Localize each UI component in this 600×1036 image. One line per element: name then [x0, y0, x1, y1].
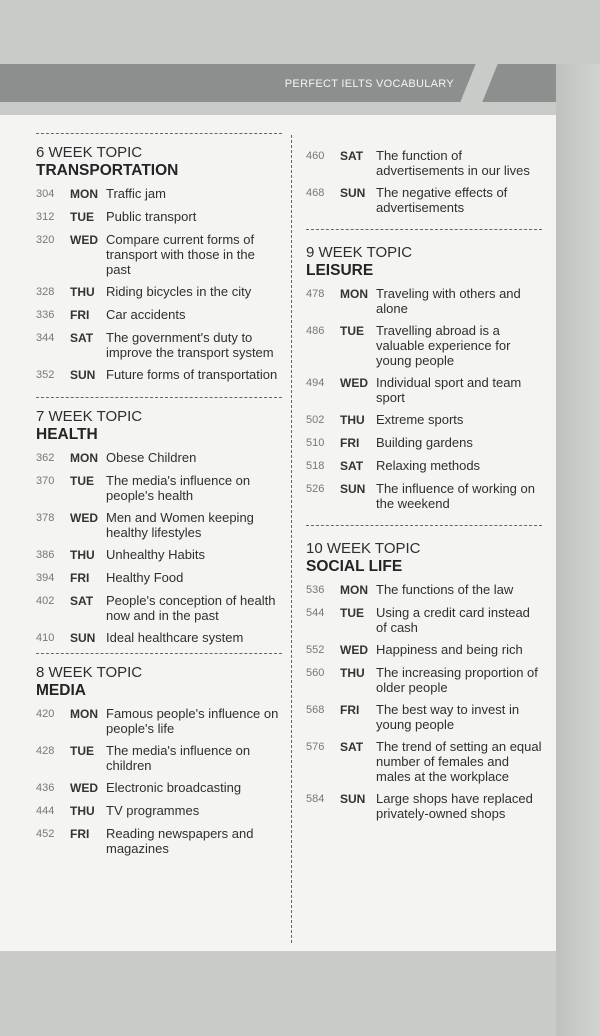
page-number: 352 [36, 369, 55, 381]
entry-title: The government's duty to improve the transport system [106, 330, 274, 360]
day-label: FRI [70, 827, 90, 841]
page-number: 312 [36, 211, 55, 223]
topic-title: TRANSPORTATION [36, 162, 179, 179]
page-number: 526 [306, 483, 325, 495]
entry-title: Relaxing methods [376, 458, 481, 473]
list-item [36, 706, 282, 736]
day-label: SAT [70, 594, 94, 608]
page-number: 394 [36, 572, 55, 584]
entry-title: Traffic jam [106, 186, 166, 201]
day-label: SUN [340, 482, 366, 496]
list-item [36, 307, 282, 323]
day-label: SUN [70, 631, 96, 645]
entry-title: Travelling abroad is a valuable experience for young people [376, 323, 511, 368]
list-item [306, 665, 542, 695]
day-label: TUE [70, 744, 94, 758]
section-divider [306, 229, 542, 230]
list-item [36, 743, 282, 773]
list-item [306, 185, 542, 215]
entry-title: The influence of working on the weekend [376, 481, 535, 511]
page-number: 568 [306, 704, 325, 716]
topic-section-week-6 [36, 144, 282, 383]
day-label: MON [340, 583, 368, 597]
page-number: 518 [306, 460, 325, 472]
entry-title: Traveling with others and alone [376, 286, 521, 316]
day-label: SUN [340, 186, 366, 200]
list-item [36, 510, 282, 540]
day-label: THU [340, 413, 365, 427]
page-number: 584 [306, 793, 325, 805]
list-item [36, 803, 282, 819]
page-number: 362 [36, 452, 55, 464]
right-column [306, 148, 542, 828]
page-number: 478 [306, 288, 325, 300]
page-number: 576 [306, 741, 325, 753]
day-label: TUE [340, 606, 364, 620]
day-label: THU [70, 548, 95, 562]
page-number: 344 [36, 332, 55, 344]
topic-week-label: 8 WEEK TOPIC [36, 664, 143, 681]
entry-title: Ideal healthcare system [106, 630, 244, 645]
topic-title: MEDIA [36, 682, 86, 699]
list-item [306, 286, 542, 316]
page-number: 328 [36, 286, 55, 298]
entry-title: Extreme sports [376, 412, 464, 427]
list-item [306, 458, 542, 474]
page-number: 510 [306, 437, 325, 449]
page-number: 494 [306, 377, 325, 389]
page-number: 410 [36, 632, 55, 644]
entry-title: The media's influence on children [106, 743, 251, 773]
entry-title: Car accidents [106, 307, 186, 322]
day-label: SUN [70, 368, 96, 382]
page-number: 444 [36, 805, 55, 817]
entry-title: The function of advertisements in our lives [376, 148, 530, 178]
day-label: FRI [340, 436, 360, 450]
list-item [36, 547, 282, 563]
page-number: 436 [36, 782, 55, 794]
entry-title: Unhealthy Habits [106, 547, 205, 562]
list-item [306, 148, 542, 178]
day-label: SAT [70, 331, 94, 345]
page-number: 320 [36, 234, 55, 246]
list-item [306, 739, 542, 784]
list-item [306, 702, 542, 732]
page-number: 378 [36, 512, 55, 524]
day-label: THU [70, 804, 95, 818]
list-item [306, 642, 542, 658]
list-item [36, 593, 282, 623]
entry-title: People's conception of health now and in the past [106, 593, 276, 623]
topic-week-label: 10 WEEK TOPIC [306, 540, 421, 557]
list-item [306, 791, 542, 821]
page-number: 304 [36, 188, 55, 200]
day-label: SUN [340, 792, 366, 806]
section-divider [306, 525, 542, 526]
day-label: WED [70, 781, 98, 795]
running-header-title: PERFECT IELTS VOCABULARY [284, 78, 454, 90]
entry-title: The trend of setting an equal number of females and males at the workplace [376, 739, 542, 784]
section-divider [36, 397, 282, 398]
day-label: THU [70, 285, 95, 299]
left-column [36, 133, 282, 863]
entry-title: The negative effects of advertisements [376, 185, 508, 215]
entry-title: The increasing proportion of older people [376, 665, 538, 695]
list-item [306, 323, 542, 368]
entry-title: Public transport [106, 209, 197, 224]
day-label: TUE [70, 474, 94, 488]
page-number: 402 [36, 595, 55, 607]
entry-title: The functions of the law [376, 582, 514, 597]
entry-title: Future forms of transportation [106, 367, 278, 382]
list-item [36, 780, 282, 796]
topic-week-label: 9 WEEK TOPIC [306, 244, 413, 261]
day-label: FRI [340, 703, 360, 717]
section-divider [36, 133, 282, 134]
topic-week-label: 7 WEEK TOPIC [36, 408, 143, 425]
page-number: 428 [36, 745, 55, 757]
list-item [36, 209, 282, 225]
entry-title: Using a credit card instead of cash [376, 605, 530, 635]
page-number: 502 [306, 414, 325, 426]
entry-title: Happiness and being rich [376, 642, 523, 657]
section-divider [36, 653, 282, 654]
page-number: 536 [306, 584, 325, 596]
list-item [36, 186, 282, 202]
list-item [36, 330, 282, 360]
entry-title: Healthy Food [106, 570, 184, 585]
page-number: 370 [36, 475, 55, 487]
day-label: THU [340, 666, 365, 680]
entry-title: Electronic broadcasting [106, 780, 242, 795]
day-label: FRI [70, 571, 90, 585]
topic-section-week-8 [36, 664, 282, 856]
list-item [36, 570, 282, 586]
column-divider [291, 135, 292, 943]
page-number: 468 [306, 187, 325, 199]
entry-title: Individual sport and team sport [376, 375, 522, 405]
page-number: 460 [306, 150, 325, 162]
list-item [36, 367, 282, 383]
day-label: TUE [70, 210, 94, 224]
list-item [306, 375, 542, 405]
page-number: 552 [306, 644, 325, 656]
day-label: SAT [340, 149, 364, 163]
list-item [36, 473, 282, 503]
entry-title: Riding bicycles in the city [106, 284, 252, 299]
day-label: MON [70, 707, 98, 721]
entry-title: Building gardens [376, 435, 473, 450]
day-label: MON [70, 187, 98, 201]
topic-section-week-10 [306, 540, 542, 821]
list-item [36, 284, 282, 300]
day-label: WED [70, 511, 98, 525]
entry-title: Famous people's influence on people's life [106, 706, 279, 736]
day-label: WED [340, 643, 368, 657]
page-number: 386 [36, 549, 55, 561]
list-item [306, 412, 542, 428]
topic-section-week-7 [36, 408, 282, 646]
entry-title: TV programmes [106, 803, 200, 818]
page-edge [556, 64, 600, 1036]
entry-title: Reading newspapers and magazines [106, 826, 254, 856]
page-number: 544 [306, 607, 325, 619]
entry-title: The media's influence on people's health [106, 473, 251, 503]
topic-section-week-9 [306, 244, 542, 511]
topic-title: HEALTH [36, 426, 98, 443]
page-number: 486 [306, 325, 325, 337]
page-number: 336 [36, 309, 55, 321]
entry-title: Men and Women keeping healthy lifestyles [106, 510, 254, 540]
day-label: SAT [340, 740, 364, 754]
entry-title: Compare current forms of transport with those in the past [106, 232, 255, 277]
list-item [306, 481, 542, 511]
day-label: WED [70, 233, 98, 247]
day-label: FRI [70, 308, 90, 322]
entry-title: Obese Children [106, 450, 197, 465]
page-number: 420 [36, 708, 55, 720]
day-label: SAT [340, 459, 364, 473]
entry-title: The best way to invest in young people [376, 702, 520, 732]
list-item [36, 630, 282, 646]
page-number: 452 [36, 828, 55, 840]
day-label: MON [70, 451, 98, 465]
list-item [306, 605, 542, 635]
list-item [36, 232, 282, 277]
page-number: 560 [306, 667, 325, 679]
day-label: MON [340, 287, 368, 301]
day-label: WED [340, 376, 368, 390]
list-item [306, 582, 542, 598]
list-item [36, 826, 282, 856]
list-item [306, 435, 542, 451]
day-label: TUE [340, 324, 364, 338]
topic-week-label: 6 WEEK TOPIC [36, 144, 143, 161]
list-item [36, 450, 282, 466]
entry-title: Large shops have replaced privately-owned shops [376, 791, 533, 821]
topic-title: LEISURE [306, 262, 374, 279]
topic-title: SOCIAL LIFE [306, 558, 403, 575]
